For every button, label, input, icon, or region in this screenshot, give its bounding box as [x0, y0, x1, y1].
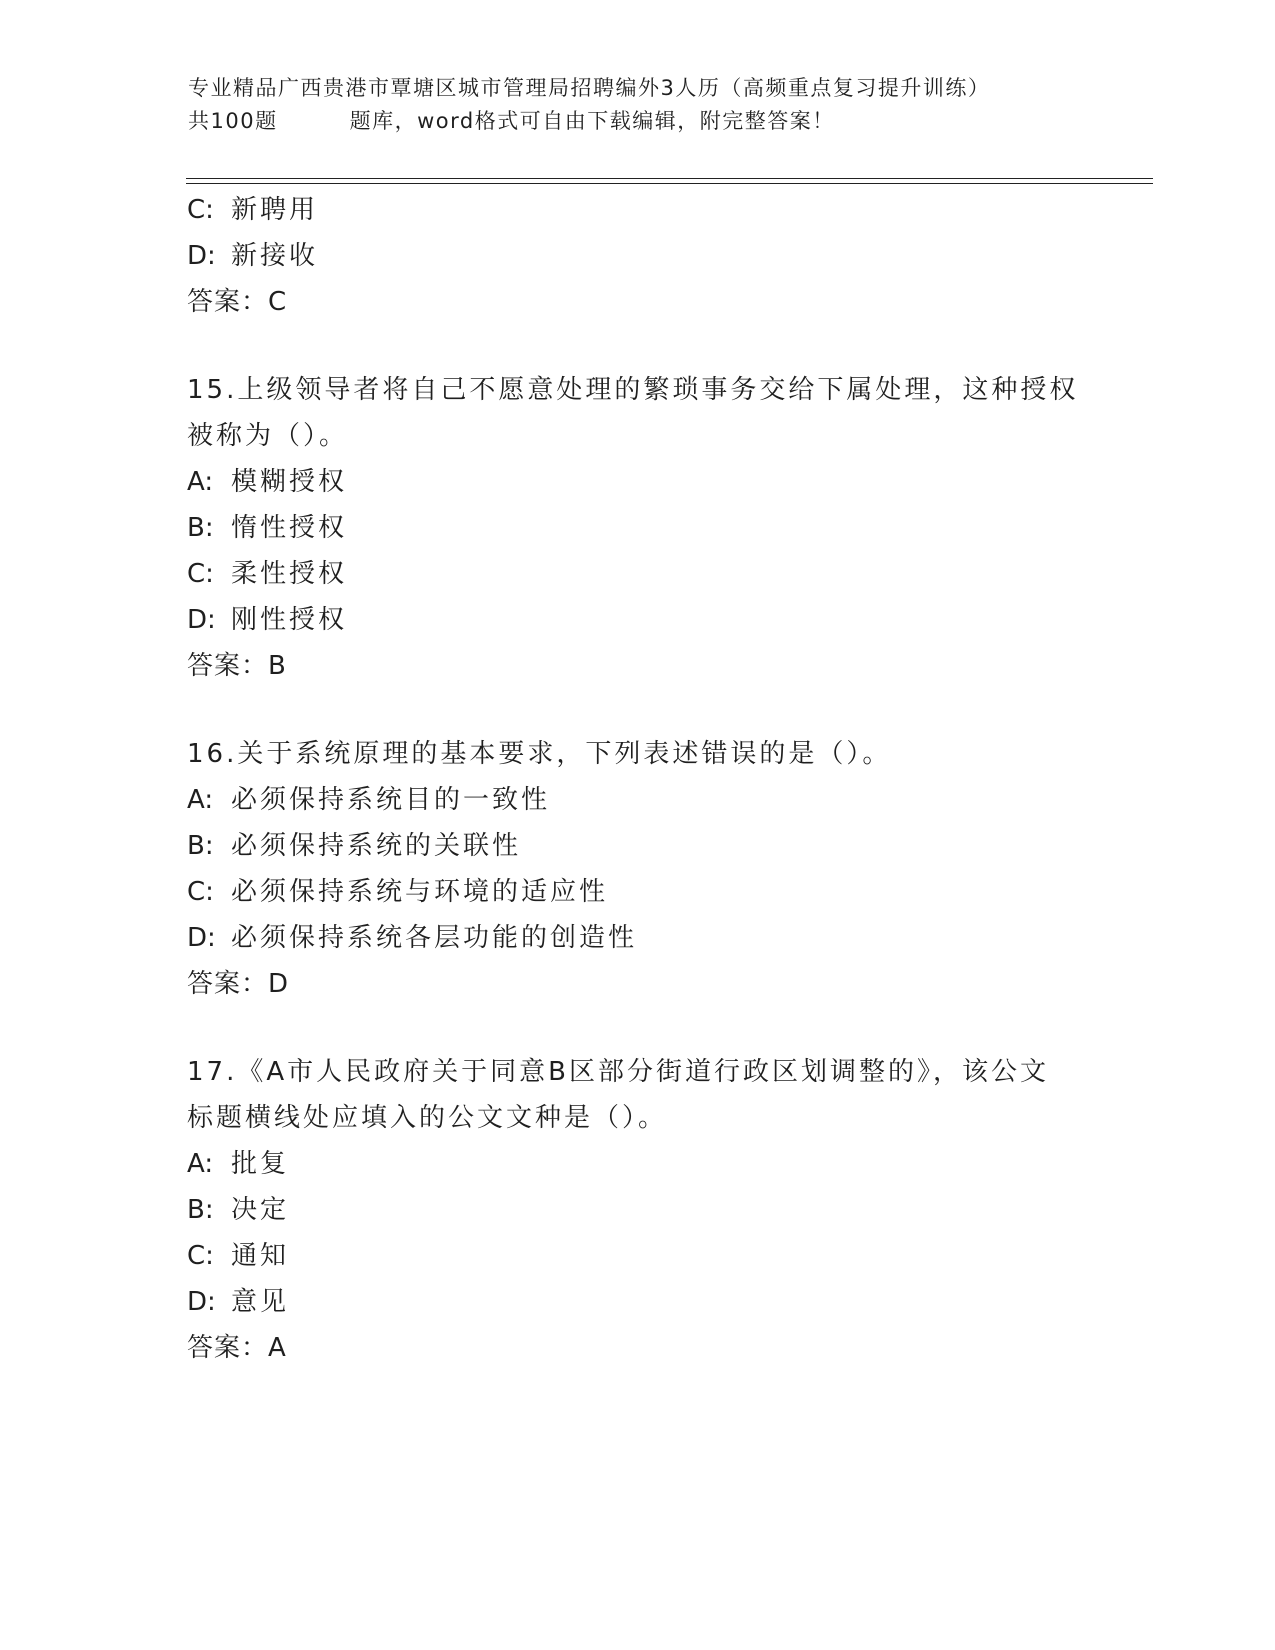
page-header — [188, 72, 1088, 138]
header-description: 题库，word格式可自由下载编辑，附完整答案！ — [349, 109, 835, 133]
option-letter: A: — [187, 1149, 214, 1179]
option-letter: D: — [187, 923, 216, 953]
option-row — [187, 1279, 1087, 1325]
option-letter: B: — [187, 513, 214, 543]
option-text: 惰性授权 — [231, 513, 348, 543]
option-row — [187, 869, 1087, 915]
question-16 — [187, 731, 1087, 1007]
option-letter: B: — [187, 831, 214, 861]
option-letter: B: — [187, 1195, 214, 1225]
header-divider-bottom — [186, 183, 1153, 184]
question-stem: 15.上级领导者将自己不愿意处理的繁琐事务交给下属处理，这种授权 — [187, 375, 1079, 405]
header-question-count: 共100题 — [188, 109, 278, 133]
option-text: 柔性授权 — [231, 559, 348, 589]
question-15 — [187, 367, 1087, 689]
option-letter: D: — [187, 605, 216, 635]
answer-line: 答案：B — [187, 651, 287, 681]
option-letter: A: — [187, 785, 214, 815]
question-stem-continued: 被称为（）。 — [187, 421, 349, 451]
option-text: 决定 — [231, 1195, 290, 1225]
question-stem: 17.《A市人民政府关于同意B区部分街道行政区划调整的》，该公文 — [187, 1057, 1049, 1087]
option-text: 意见 — [231, 1287, 290, 1317]
question-list — [187, 187, 1087, 1371]
option-text: 必须保持系统与环境的适应性 — [231, 877, 609, 907]
option-row — [187, 1141, 1087, 1187]
question-stem: 16.关于系统原理的基本要求，下列表述错误的是（）。 — [187, 739, 892, 769]
option-text: 新聘用 — [231, 195, 319, 225]
option-letter: D: — [187, 241, 216, 271]
answer-line: 答案：D — [187, 969, 290, 999]
answer-line: 答案：A — [187, 1333, 287, 1363]
option-text: 模糊授权 — [231, 467, 348, 497]
option-row — [187, 233, 1087, 279]
header-divider-top — [186, 178, 1153, 179]
option-letter: C: — [187, 559, 214, 589]
option-text: 必须保持系统的关联性 — [231, 831, 522, 861]
option-text: 批复 — [231, 1149, 290, 1179]
option-row — [187, 777, 1087, 823]
option-letter: C: — [187, 1241, 214, 1271]
option-letter: D: — [187, 1287, 216, 1317]
option-text: 新接收 — [231, 241, 319, 271]
option-text: 必须保持系统各层功能的创造性 — [231, 923, 638, 953]
question-17 — [187, 1049, 1087, 1371]
option-row — [187, 187, 1087, 233]
option-row — [187, 823, 1087, 869]
option-row — [187, 915, 1087, 961]
option-row — [187, 1233, 1087, 1279]
option-row — [187, 597, 1087, 643]
header-subtitle — [188, 105, 1088, 138]
option-letter: A: — [187, 467, 214, 497]
option-letter: C: — [187, 195, 214, 225]
option-text: 通知 — [231, 1241, 290, 1271]
option-row — [187, 459, 1087, 505]
question-stem-continued: 标题横线处应填入的公文文种是（）。 — [187, 1103, 668, 1133]
option-row — [187, 1187, 1087, 1233]
header-title: 专业精品广西贵港市覃塘区城市管理局招聘编外3人历（高频重点复习提升训练） — [188, 76, 991, 100]
question-14-continued — [187, 187, 1087, 325]
option-letter: C: — [187, 877, 214, 907]
option-row — [187, 505, 1087, 551]
answer-line: 答案：C — [187, 287, 288, 317]
option-row — [187, 551, 1087, 597]
option-text: 必须保持系统目的一致性 — [231, 785, 551, 815]
option-text: 刚性授权 — [231, 605, 348, 635]
